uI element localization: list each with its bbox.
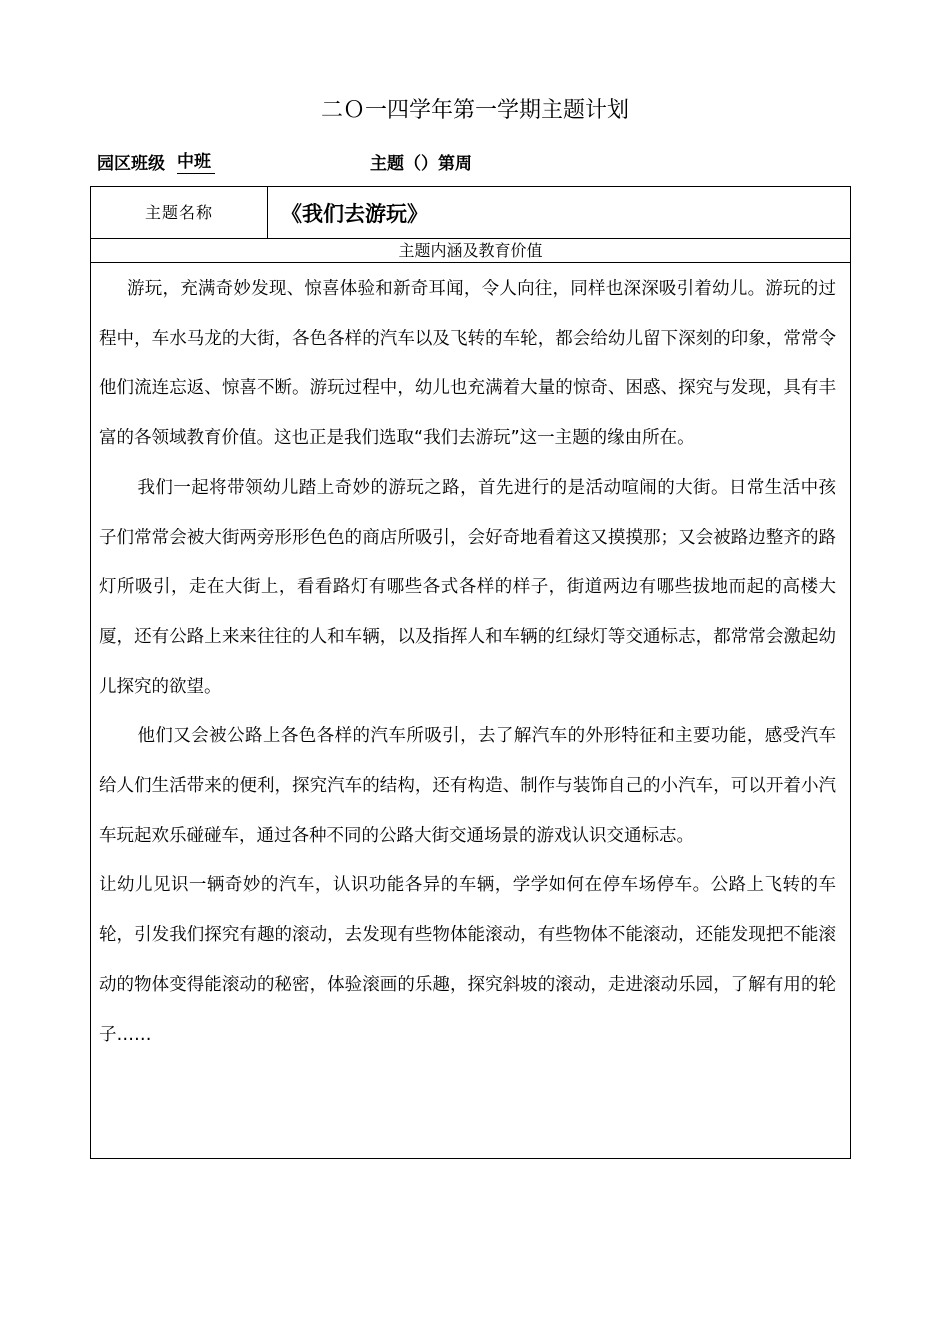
paragraph-2: 我们一起将带领幼儿踏上奇妙的游玩之路，首先进行的是活动喧闹的大街。日常生活中孩子们常常会被大街两旁形形色色的商店所吸引，会好奇地看着这又摸摸那；又会被路边整齐的路灯所吸引，走在大街上，看看路灯有哪些各式各样的样子，街道两边有哪些拔地而起的高楼大厦，还有公路上来来往往的人和车辆，以及指挥人和车辆的红绿灯等交通标志，都常常会激起幼儿探究的欲望。 [99,477,836,697]
theme-name-label: 主题名称 [91,187,268,238]
class-label: 园区班级 [97,154,165,174]
paragraph-1: 游玩，充满奇妙发现、惊喜体验和新奇耳闻，令人向往，同样也深深吸引着幼儿。游玩的过程中，车水马龙的大街，各色各样的汽车以及飞转的车轮，都会给幼儿留下深刻的印象，常常令他们流连忘返、惊喜不断。游玩过程中，幼儿也充满着大量的惊奇、困惑、探究与发现，具有丰富的各领域教育价值。这也正是我们选取“我们去游玩”这一主题的缘由所在。 [99,279,836,449]
paragraph-4: 让幼儿见识一辆奇妙的汽车，认识功能各异的车辆，学学如何在停车场停车。公路上飞转的车轮，引发我们探究有趣的滚动，去发现有些物体能滚动，有些物体不能滚动，还能发现把不能滚动的物体变得能滚动的秘密，体验滚画的乐趣，探究斜坡的滚动，走进滚动乐园，了解有用的轮子…… [99,875,836,1045]
theme-week-label: 主题（）第周 [370,154,472,174]
meta-row [97,151,797,177]
plan-table [90,186,851,1159]
class-value: 中班 [177,151,215,174]
section-header: 主题内涵及教育价值 [91,239,850,263]
theme-name-row [91,187,850,239]
paragraph-3: 他们又会被公路上各色各样的汽车所吸引，去了解汽车的外形特征和主要功能，感受汽车给人们生活带来的便利，探究汽车的结构，还有构造、制作与装饰自己的小汽车，可以开着小汽车玩起欢乐碰碰车，通过各种不同的公路大街交通场景的游戏认识交通标志。 [99,726,836,846]
document-title: 二Ｏ一四学年第一学期主题计划 [320,98,629,123]
theme-name-value: 《我们去游玩》 [281,202,428,226]
theme-description [99,265,836,1060]
